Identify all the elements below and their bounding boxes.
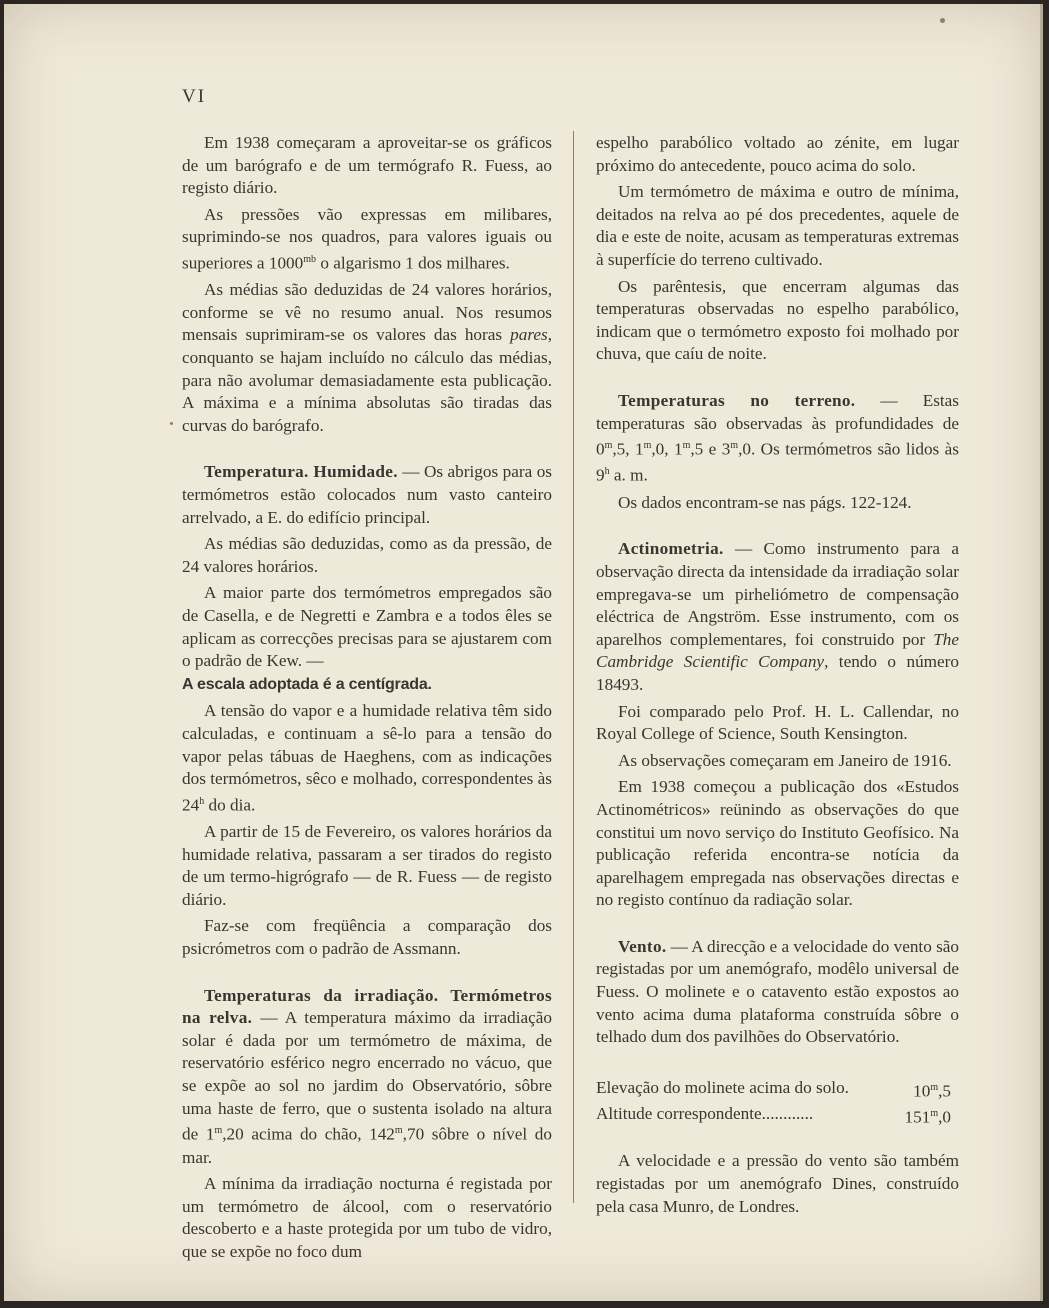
paper-speck — [170, 422, 173, 425]
page-number: VI — [182, 86, 207, 107]
paragraph-estudos: Em 1938 começou a publicação dos «Estudos Actinométricos» reünindo as observações do que constitui um novo serviço do Instituto Geofísico. Na publicação referida encontra-se notícia da aparelhagem empregada nas observações directas e no registo contínuo da radiação solar. — [596, 777, 959, 910]
heading-terreno: Temperaturas no terreno. — [618, 390, 856, 410]
section-temperatura: Temperatura. Humidade. — Os abrigos para os termómetros estão colocados num vasto canteiro arrelvado, a E. do edifício principal. — [182, 462, 552, 527]
altitude-table — [596, 1077, 959, 1128]
document-page — [4, 4, 1043, 1301]
paragraph-espelho: espelho parabólico voltado ao zénite, em lugar próximo do antecedente, pouco acima do solo. — [596, 133, 959, 175]
table-value: 10$^m$,5 — [913, 1081, 951, 1101]
paragraph-parentesis: Os parêntesis, que encerram algumas das temperaturas observadas no espelho parabólico, indicam que o termómetro exposto foi molhado por chuva, que caíu de noite. — [596, 276, 959, 364]
column-divider — [573, 131, 574, 1203]
paragraph-termometros: A maior parte dos termómetros empregados são de Casella, e de Negretti e Zambra e a todos êles se aplicam as correcções precisas para se ajustarem com o padrão de Kew. — — [182, 583, 552, 671]
paragraph-minima-irradiacao: A mínima da irradiação nocturna é registada por um termómetro de álcool, com o reservatório descoberto e a haste protegida por um tubo de vidro, que se expõe no foco dum — [182, 1174, 552, 1261]
scale-note: A escala adoptada é a centígrada. — [182, 675, 432, 693]
paragraph-dados-terreno: Os dados encontram-se nas págs. 122-124. — [618, 492, 912, 512]
section-terreno: Temperaturas no terreno. — Estas temperaturas são observadas às profundidades de 0$^m$,5, 1$^m$,0, 1$^m$,5 e 3$^m$,0. Os termómetros são lidos às 9$^h$ a. m. — [596, 390, 959, 486]
heading-temperatura: Temperatura. Humidade. — [204, 462, 398, 482]
paragraph-tensao-vapor: A tensão do vapor e a humidade relativa têm sido calculadas, e continuam a sê-lo para a tensão do vapor pelas tábuas de Haeghens, com as indicações dos termómetros, sêco e molhado, correspondentes às 24$^h$ do dia. — [182, 701, 552, 815]
paragraph-medias-temp: As médias são deduzidas, como as da pressão, de 24 valores horários. — [182, 534, 552, 576]
paragraph-medias-pressao: As médias são deduzidas de 24 valores horários, conforme se vê no resumo anual. Nos resumos mensais suprimiram-se os valores das horas pares, conquanto se hajam incluído no cálculo das médias, para não avolumar demasiadamente esta publicação. A máxima e a mínima absolutas são tiradas das curvas do barógrafo. — [182, 280, 552, 435]
heading-irradiacao: Temperaturas da irradiação. Termómetros na relva. — [182, 985, 552, 1028]
right-column — [596, 132, 959, 1222]
paragraph-psicrometros: Faz-se com freqüência a comparação dos psicrómetros com o padrão de Assmann. — [182, 916, 552, 959]
paragraph-milibares: As pressões vão expressas em milibares, suprimindo-se nos quadros, para valores iguais ou superiores a $1000^{mb}$ o algarismo 1 dos milhares. — [182, 204, 552, 273]
paper-speck — [940, 18, 945, 23]
heading-actinometria: Actinometria. — [618, 539, 724, 559]
paragraph-barografo: Em 1938 começaram a aproveitar-se os gráficos de um barógrafo e de um termógrafo R. Fuess, ao registo diário. — [182, 133, 552, 198]
paragraph-callendar: Foi comparado pelo Prof. H. L. Callendar, no Royal College of Science, South Kensington. — [596, 701, 959, 744]
heading-vento: Vento. — [618, 936, 667, 956]
section-vento: Vento. — A direcção e a velocidade do vento são registadas por um anemógrafo, modêlo universal de Fuess. O molinete e o catavento estão expostos ao vento acima duma plataforma construída sôbre o telhado dum dos pavilhões do Observatório. — [596, 936, 959, 1047]
left-column — [182, 132, 552, 1268]
table-label: Altitude correspondente............ — [596, 1103, 814, 1123]
section-irradiacao: Temperaturas da irradiação. Termómetros na relva. — A temperatura máximo da irradiação solar é dada por um termómetro de máxima, de reservatório esférico negro encerrado no vácuo, que se expõe ao sol no jardim do Observatório, sôbre uma haste de ferro, que o sustenta isolado na altura de 1$^m$,20 acima do chão, 142$^m$,70 sôbre o nível do mar. — [182, 985, 553, 1167]
table-row — [596, 1103, 959, 1129]
paragraph-humidade: A partir de 15 de Fevereiro, os valores horários da humidade relativa, passaram a ser tirados do registo de um termo-higrógrafo — de R. Fuess — de registo diário. — [182, 822, 552, 909]
section-actinometria: Actinometria. — Como instrumento para a observação directa da intensidade da irradiação solar empregava-se um pirheliómetro de compensação eléctrica de Angström. Esse instrumento, com os aparelhos complementares, foi construido por The Cambridge Scientific Company, tendo o número 18493. — [596, 539, 959, 694]
paragraph-relva: Um termómetro de máxima e outro de mínima, deitados na relva ao pé dos precedentes, aquele de dia e este de noite, acusam as temperaturas extremas à superfície do terreno cultivado. — [596, 182, 959, 269]
table-row — [596, 1077, 959, 1103]
paragraph-dines: A velocidade e a pressão do vento são também registadas por um anemógrafo Dines, construído pela casa Munro, de Londres. — [596, 1151, 959, 1216]
table-value: 151$^m$,0 — [904, 1107, 951, 1127]
paragraph-janeiro: As observações começaram em Janeiro de 1916. — [618, 750, 952, 770]
table-label: Elevação do molinete acima do solo. — [596, 1077, 849, 1097]
